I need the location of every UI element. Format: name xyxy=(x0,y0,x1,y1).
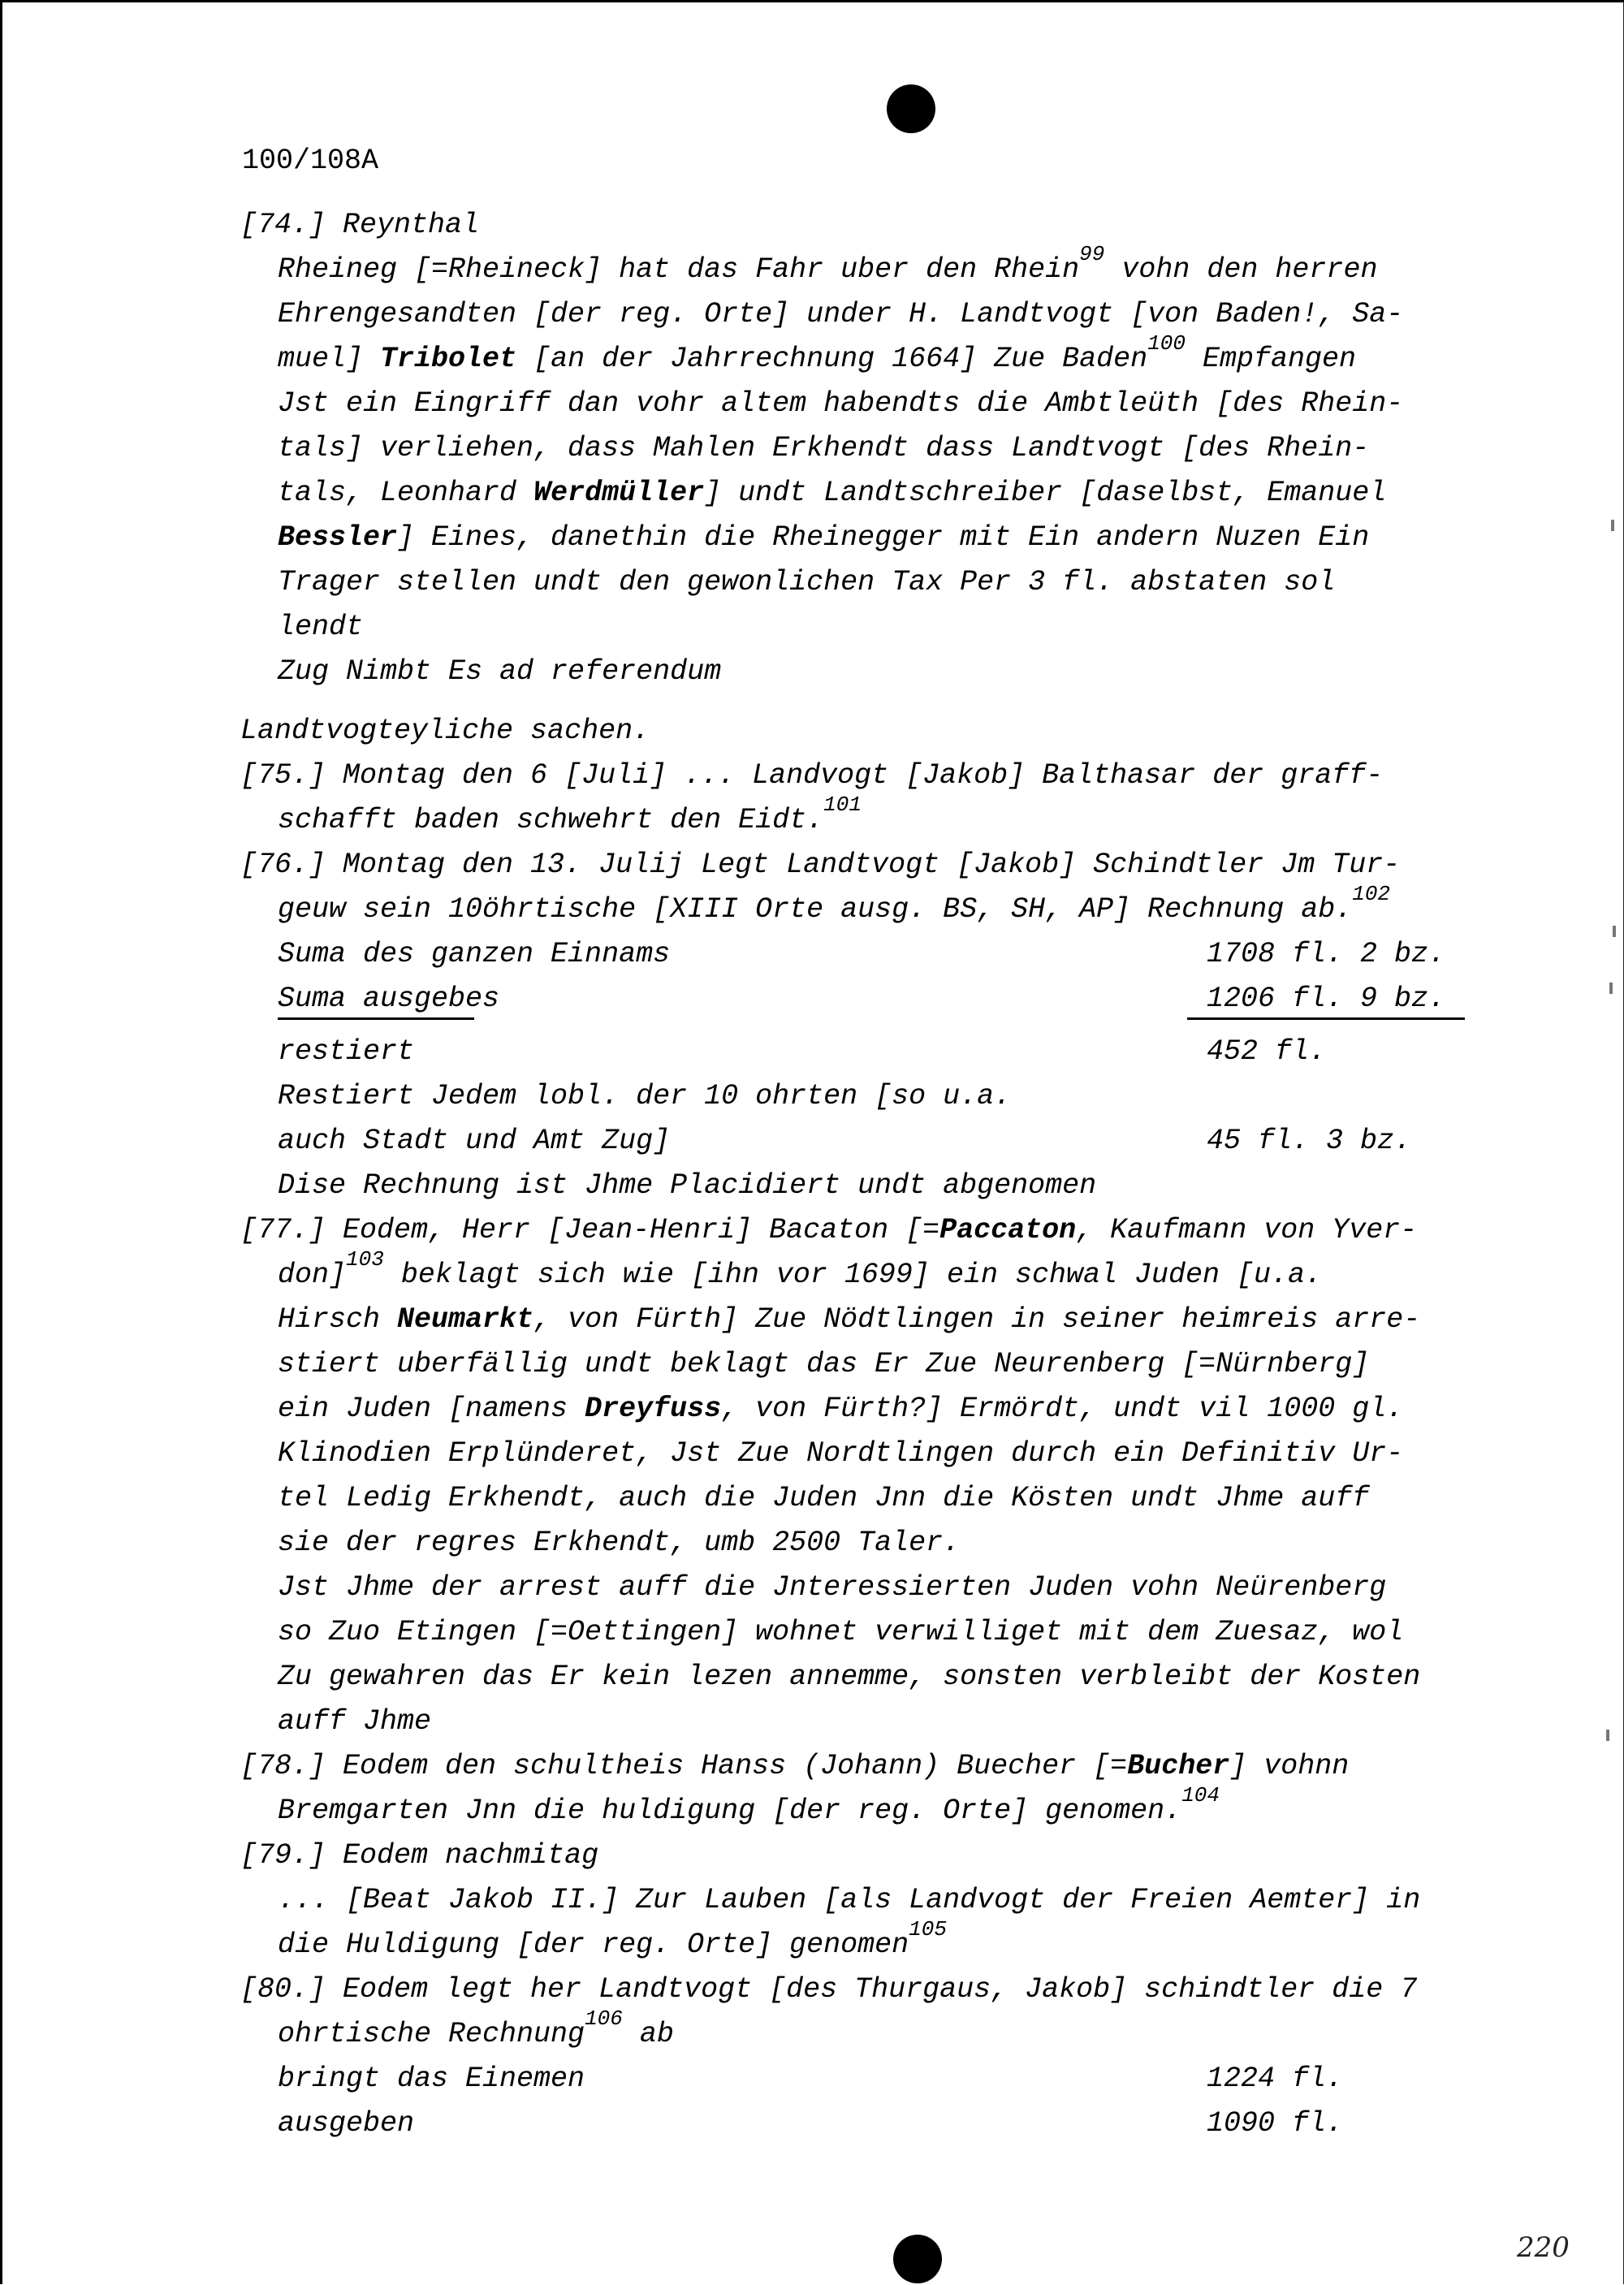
entry-74-line: tals, Leonhard Werdmüller] undt Landtschreiber [daselbst, Emanuel xyxy=(278,477,1387,509)
bold-name: Neumarkt xyxy=(397,1303,534,1336)
account-label: auch Stadt und Amt Zug] xyxy=(278,1125,671,1157)
account-label: restiert xyxy=(278,1035,415,1068)
account-label: Suma ausgebes xyxy=(278,983,500,1015)
entry-77-line: Jst Jhme der arrest auff die Jnteressierten Juden vohn Neürenberg xyxy=(278,1571,1387,1604)
scan-speck xyxy=(1611,520,1614,531)
entry-77-line: sie der regres Erkhendt, umb 2500 Taler. xyxy=(278,1527,961,1559)
entry-75-line: [75.] Montag den 6 [Juli] ... Landvogt [Jakob] Balthasar der graff- xyxy=(240,759,1384,792)
entry-74-heading: [74.] Reynthal xyxy=(240,209,480,241)
entry-77-line: [77.] Eodem, Herr [Jean-Henri] Bacaton [=Paccaton, Kaufmann von Yver- xyxy=(240,1214,1418,1246)
entry-77-line: don]$^{103}$ beklagt sich wie [ihn vor 1699] ein schwal Juden [u.a. xyxy=(278,1247,1323,1291)
entry-76-line: [76.] Montag den 13. Julij Legt Landtvogt [Jakob] Schindtler Jm Tur- xyxy=(240,849,1401,881)
account-value: 1206 fl. 9 bz. xyxy=(1207,983,1446,1015)
footnote-ref: 106 xyxy=(585,2006,623,2032)
underline-rule xyxy=(278,1017,474,1020)
entry-77-line: Klinodien Erplünderet, Jst Zue Nordtlingen durch ein Definitiv Ur- xyxy=(278,1437,1404,1470)
entry-76-line: Dise Rechnung ist Jhme Placidiert undt abgenomen xyxy=(278,1169,1097,1202)
entry-74-line: muel] Tribolet [an der Jahrrechnung 1664] Zue Baden$^{100}$ Empfangen xyxy=(278,331,1357,375)
entry-74-line: Ehrengesandten [der reg. Orte] under H. Landtvogt [von Baden!, Sa- xyxy=(278,298,1404,330)
entry-76-line: geuw sein 10öhrtische [XIII Orte ausg. BS, SH, AP] Rechnung ab.$^{102}$ xyxy=(278,882,1391,926)
sum-rule xyxy=(1187,1017,1465,1020)
bold-name: Bucher xyxy=(1127,1750,1230,1782)
scan-speck xyxy=(1609,983,1613,994)
entry-75-line: schafft baden schwehrt den Eidt.$^{101}$ xyxy=(278,793,862,836)
entry-77-line: stiert uberfällig undt beklagt das Er Zue Neurenberg [=Nürnberg] xyxy=(278,1348,1370,1380)
page-number: 220 xyxy=(1517,2231,1570,2264)
account-value: 1224 fl. xyxy=(1207,2063,1344,2095)
entry-77-line: tel Ledig Erkhendt, auch die Juden Jnn die Kösten undt Jhme auff xyxy=(278,1482,1370,1514)
account-row xyxy=(240,977,1466,1022)
footnote-ref: 103 xyxy=(346,1247,384,1272)
entry-77-line: Hirsch Neumarkt, von Fürth] Zue Nödtlingen in seiner heimreis arre- xyxy=(278,1303,1421,1336)
entry-76-line: Restiert Jedem lobl. der 10 ohrten [so u.a. xyxy=(278,1080,1012,1112)
entry-80-line: ohrtische Rechnung$^{106}$ ab xyxy=(278,2006,674,2050)
account-row xyxy=(240,1119,1466,1164)
account-row xyxy=(240,932,1466,977)
account-label: Suma des ganzen Einnams xyxy=(278,938,671,970)
account-row xyxy=(240,2101,1466,2146)
entry-77-line: ein Juden [namens Dreyfuss, von Fürth?] Ermördt, undt vil 1000 gl. xyxy=(278,1393,1404,1425)
footnote-ref: 102 xyxy=(1352,882,1391,907)
scan-speck xyxy=(1613,926,1616,937)
entry-79-line: [79.] Eodem nachmitag xyxy=(240,1839,599,1872)
account-row xyxy=(240,1030,1466,1074)
entry-74-line: Rheineg [=Rheineck] hat das Fahr uber den Rhein$^{99}$ vohn den herren xyxy=(278,242,1378,286)
account-row xyxy=(240,2057,1466,2101)
bold-name: Werdmüller xyxy=(533,477,705,509)
entry-74-line: Trager stellen undt den gewonlichen Tax Per 3 fl. abstaten sol xyxy=(278,566,1336,598)
punch-hole-bottom xyxy=(893,2235,942,2283)
account-label: ausgeben xyxy=(278,2107,415,2140)
footnote-ref: 104 xyxy=(1181,1783,1220,1808)
account-value: 45 fl. 3 bz. xyxy=(1207,1125,1412,1157)
entry-80-line: [80.] Eodem legt her Landtvogt [des Thurgaus, Jakob] schindtler die 7 xyxy=(240,1973,1418,2006)
entry-79-line: die Huldigung [der reg. Orte] genomen$^{105}$ xyxy=(278,1917,947,1961)
bold-name: Paccaton xyxy=(939,1214,1077,1246)
entry-78-line: [78.] Eodem den schultheis Hanss (Johann) Buecher [=Bucher] vohnn xyxy=(240,1750,1350,1782)
entry-78-line: Bremgarten Jnn die huldigung [der reg. Orte] genomen.$^{104}$ xyxy=(278,1783,1220,1827)
footnote-ref: 100 xyxy=(1147,331,1186,356)
entry-77-line: so Zuo Etingen [=Oettingen] wohnet verwilliget mit dem Zuesaz, wol xyxy=(278,1616,1404,1648)
bold-name: Bessler xyxy=(278,521,398,554)
account-label: bringt das Einemen xyxy=(278,2063,585,2095)
bold-name: Dreyfuss xyxy=(585,1393,722,1425)
entry-77-line: auff Jhme xyxy=(278,1705,432,1738)
bold-name: Tribolet xyxy=(380,343,517,375)
punch-hole-top xyxy=(887,84,935,133)
document-body xyxy=(240,203,1466,2146)
account-value: 1090 fl. xyxy=(1207,2107,1344,2140)
document-id: 100/108A xyxy=(242,145,379,177)
entry-74-line: lendt xyxy=(278,611,364,643)
account-value: 1708 fl. 2 bz. xyxy=(1207,938,1446,970)
entry-74-line: Zug Nimbt Es ad referendum xyxy=(278,655,722,688)
footnote-ref: 99 xyxy=(1079,242,1105,267)
entry-79-line: ... [Beat Jakob II.] Zur Lauben [als Landvogt der Freien Aemter] in xyxy=(278,1884,1421,1916)
account-value: 452 fl. xyxy=(1207,1035,1327,1068)
entry-77-line: Zu gewahren das Er kein lezen annemme, sonsten verbleibt der Kosten xyxy=(278,1661,1421,1693)
scan-speck xyxy=(1606,1730,1609,1741)
entry-74-line: Jst ein Eingriff dan vohr altem habendts die Ambtleüth [des Rhein- xyxy=(278,387,1404,420)
entry-74-line: Bessler] Eines, danethin die Rheinegger mit Ein andern Nuzen Ein xyxy=(278,521,1370,554)
footnote-ref: 105 xyxy=(909,1917,947,1942)
footnote-ref: 101 xyxy=(823,793,862,818)
section-heading: Landtvogteyliche sachen. xyxy=(240,715,650,747)
entry-74-line: tals] verliehen, dass Mahlen Erkhendt dass Landtvogt [des Rhein- xyxy=(278,432,1370,464)
